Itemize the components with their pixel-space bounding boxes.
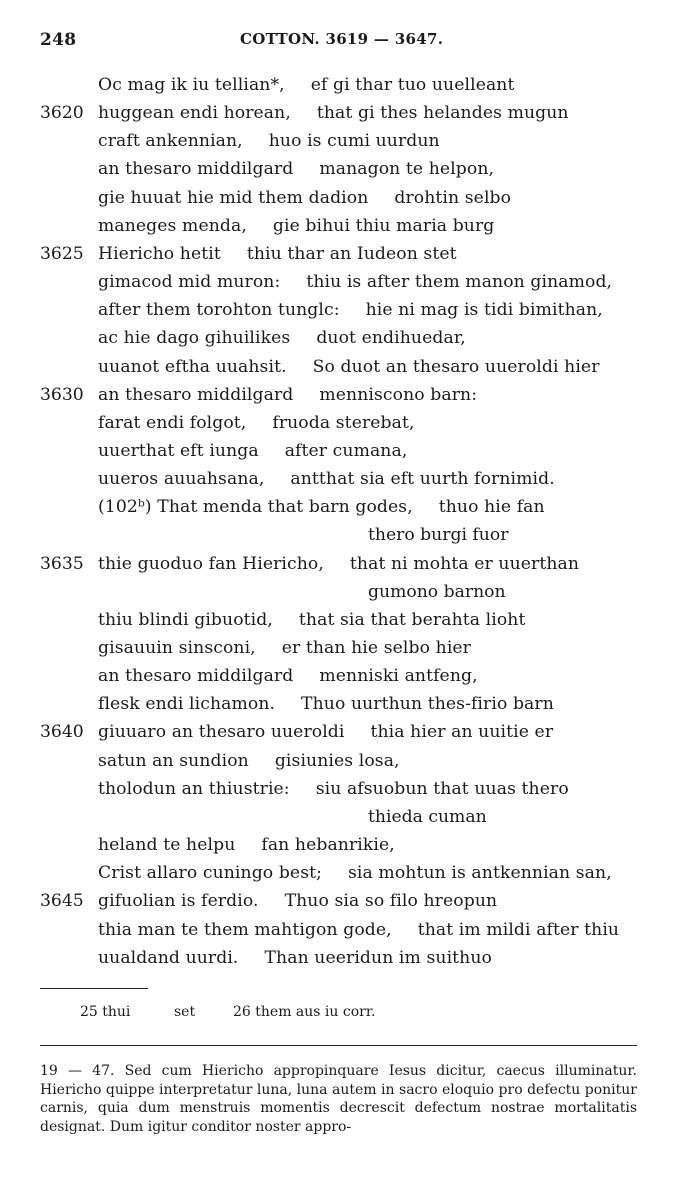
verse-line <box>98 441 407 461</box>
line-number: 3630 <box>40 384 84 405</box>
latin-commentary: 19 — 47. Sed cum Hiericho appropinquare Iesus dicitur, caecus illuminatur. Hiericho quippe interpretatur luna, luna autem in sacro eloquio pro defectu ponitur carnis, quia dum menstruis momentis decrescit defectum nostrae mortalitatis designat. Dum igitur conditor noster appro- <box>40 1063 637 1135</box>
verse-line <box>98 722 553 742</box>
verse-line <box>98 638 471 658</box>
verse-first-half: huggean endi horean, <box>98 103 291 124</box>
verse-first-half: craft ankennian, <box>98 131 243 152</box>
verse-first-half: ac hie dago gihuilikes <box>98 328 291 349</box>
verse-first-half: gie huuat hie mid them dadion <box>98 187 369 208</box>
footnote-3: 26 them aus iu corr. <box>233 1004 376 1020</box>
footnote-1: 25 thui <box>80 1004 131 1020</box>
footnote-2: set <box>174 1004 196 1020</box>
verse-first-half: thia man te them mahtigon gode, <box>98 919 392 940</box>
verse-line <box>98 300 603 320</box>
verse-second-half: thiu thar an Iudeon stet <box>246 243 457 264</box>
verse-first-half: thiu blindi gibuotid, <box>98 609 273 630</box>
verse-second-half: drohtin selbo <box>394 187 512 208</box>
verse-line <box>98 751 400 771</box>
verse-second-half: Thuo sia so filo hreopun <box>284 891 498 912</box>
verse-second-half: menniscono barn: <box>319 384 478 405</box>
verse-line <box>98 610 525 630</box>
verse-first-half: thie guoduo fan Hiericho, <box>98 553 324 574</box>
verse-line <box>98 385 477 405</box>
verse-line <box>98 554 579 574</box>
verse-first-half: uuanot eftha uuahsit. <box>98 356 287 377</box>
verse-first-half: gimacod mid muron: <box>98 272 281 293</box>
verse-first-half: Oc mag ik iu tellian*, <box>98 75 285 95</box>
line-number: 3635 <box>40 553 84 574</box>
verse-first-half: (102ᵇ) That menda that barn godes, <box>98 497 413 518</box>
verse-line <box>98 497 545 517</box>
line-number: 3620 <box>40 103 84 124</box>
verse-line <box>98 920 619 940</box>
verse-second-half: thuo hie fan <box>438 497 545 518</box>
verse-line <box>98 694 554 714</box>
verse-line <box>98 216 494 236</box>
verse-second-half: fruoda sterebat, <box>272 412 415 433</box>
verse-first-half: farat endi folgot, <box>98 412 247 433</box>
verse-line <box>98 357 600 377</box>
running-head: COTTON. 3619 — 3647. <box>240 30 444 48</box>
verse-line <box>98 863 612 883</box>
verse-second-half: er than hie selbo hier <box>281 638 471 658</box>
verse-second-half: Than ueeridun im suithuo <box>264 947 492 968</box>
verse-first-half: maneges menda, <box>98 215 247 236</box>
verse-continuation: thero burgi fuor <box>368 525 509 546</box>
verse-second-half: thia hier an uuitie er <box>370 722 554 743</box>
verse-second-half: siu afsuobun that uuas thero <box>315 778 569 799</box>
verse-line <box>98 272 612 292</box>
verse-first-half: after them torohton tunglc: <box>98 300 340 321</box>
verse-second-half: fan hebanrikie, <box>261 835 395 856</box>
verse-first-half: uueros auuahsana, <box>98 469 265 490</box>
verse-second-half: ef gi thar tuo uuelleant <box>310 75 515 95</box>
verse-second-half: thiu is after them manon ginamod, <box>306 272 613 293</box>
verse-first-half: giuuaro an thesaro uueroldi <box>98 722 345 743</box>
verse-line <box>98 328 466 348</box>
verse-first-half: an thesaro middilgard <box>98 159 294 180</box>
verse-first-half: satun an sundion <box>98 750 249 771</box>
verse-second-half: duot endihuedar, <box>316 328 466 349</box>
page-number: 248 <box>40 30 77 50</box>
verse-first-half: tholodun an thiustrie: <box>98 778 290 799</box>
verse-second-half: Thuo uurthun thes-firio barn <box>301 694 554 715</box>
verse-first-half: flesk endi lichamon. <box>98 694 276 715</box>
verse-second-half: So duot an thesaro uueroldi hier <box>312 356 600 377</box>
verse-first-half: uualdand uurdi. <box>98 947 239 968</box>
line-number: 3645 <box>40 891 84 912</box>
verse-continuation: gumono barnon <box>368 581 506 602</box>
verse-first-half: an thesaro middilgard <box>98 666 294 687</box>
verse-second-half: antthat sia eft uurth fornimid. <box>290 469 555 490</box>
verse-second-half: that sia that berahta lioht <box>298 609 526 630</box>
verse-first-half: Crist allaro cuningo best; <box>98 863 323 884</box>
line-number: 3640 <box>40 722 84 743</box>
verse-second-half: hie ni mag is tidi bimithan, <box>365 300 603 321</box>
verse-second-half: huo is cumi uurdun <box>268 131 440 152</box>
verse-first-half: heland te helpu <box>98 835 236 856</box>
verse-line <box>98 835 395 855</box>
verse-line <box>98 469 555 489</box>
verse-second-half: gie bihui thiu maria burg <box>272 215 495 236</box>
verse-line <box>98 75 514 95</box>
verse-first-half: uuerthat eft iunga <box>98 440 259 461</box>
verse-line <box>98 666 478 686</box>
verse-second-half: menniski antfeng, <box>319 666 478 687</box>
verse-second-half: that im mildi after thiu <box>417 919 620 940</box>
verse-line <box>98 159 494 179</box>
verse-line <box>98 188 511 208</box>
verse-line <box>98 244 457 264</box>
verse-line <box>98 131 440 151</box>
verse-first-half: Hiericho hetit <box>98 243 221 264</box>
verse-line <box>98 103 569 123</box>
verse-second-half: managon te helpon, <box>319 159 495 180</box>
verse-second-half: that ni mohta er uuerthan <box>349 553 580 574</box>
verse-first-half: gisauuin sinsconi, <box>98 638 256 658</box>
verse-second-half: sia mohtun is antkennian san, <box>348 863 612 884</box>
verse-line <box>98 891 497 911</box>
verse-second-half: that gi thes helandes mugun <box>316 103 569 124</box>
verse-second-half: after cumana, <box>284 440 408 461</box>
verse-line <box>98 413 415 433</box>
verse-line <box>98 779 569 799</box>
verse-first-half: gifuolian is ferdio. <box>98 891 259 912</box>
verse-first-half: an thesaro middilgard <box>98 384 294 405</box>
line-number: 3625 <box>40 243 84 264</box>
verse-continuation: thieda cuman <box>368 806 487 827</box>
verse-second-half: gisiunies losa, <box>274 750 400 771</box>
footnote-rule <box>40 988 148 989</box>
commentary-rule <box>40 1045 637 1046</box>
verse-line <box>98 948 492 968</box>
